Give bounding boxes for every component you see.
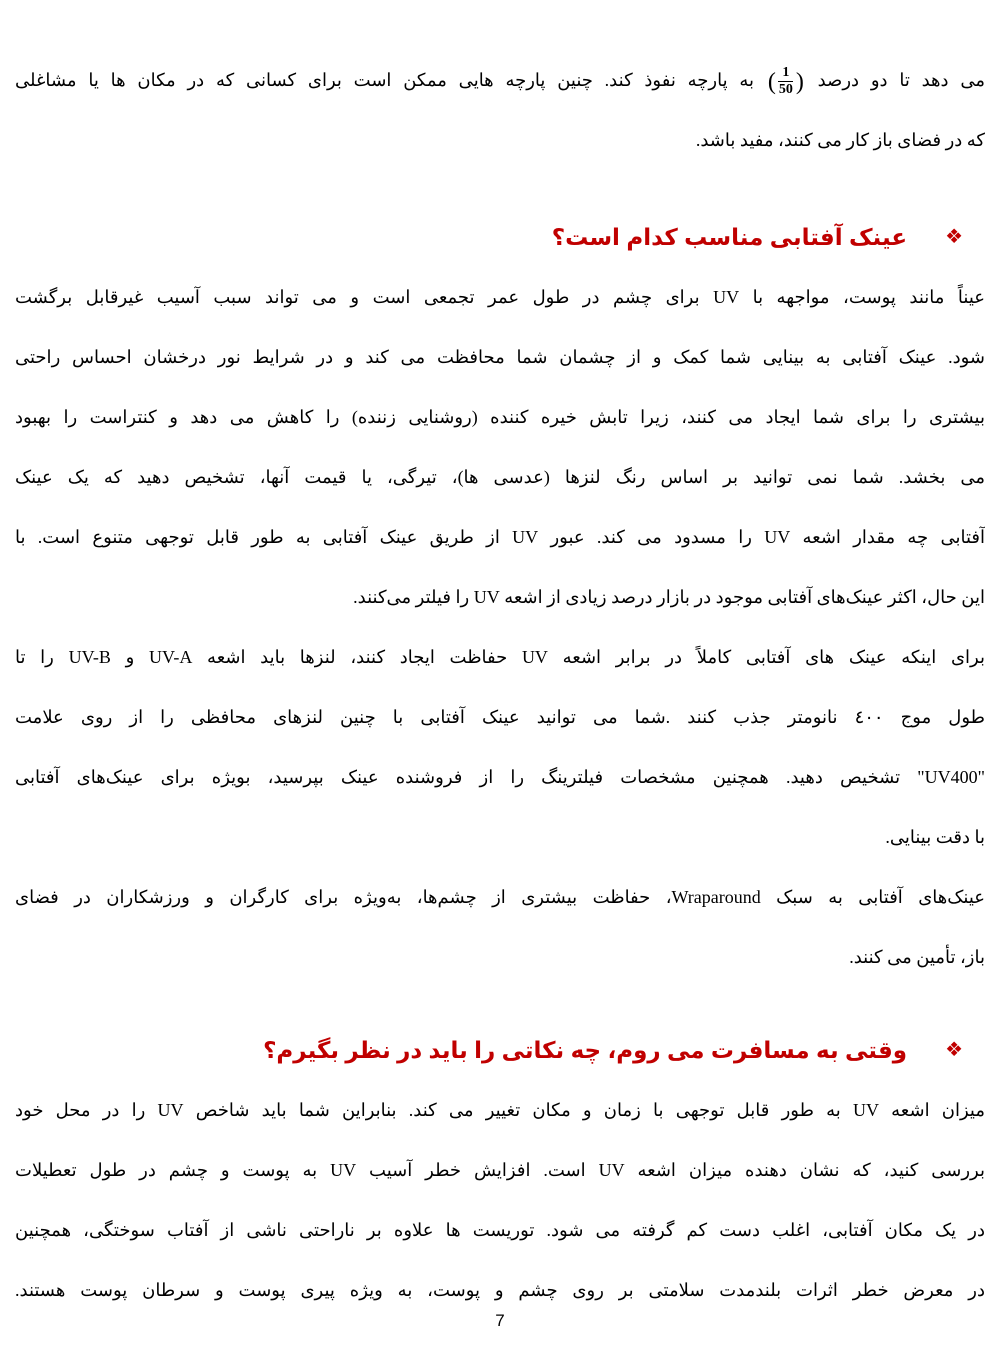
intro-line1-post: به پارچه نفوذ کند. چنین پارچه هایی ممکن است برای کسانی که در مکان ها یا مشاغلی bbox=[15, 70, 766, 90]
heading-text: وقتی به مسافرت می روم، چه نکاتی را باید در نظر بگیرم؟ bbox=[263, 1036, 908, 1063]
fraction-open-paren: ( bbox=[767, 68, 776, 95]
para1-line-2: شود. عینک آفتابی به بینایی شما کمک و از چشمان شما محافظت می کند و در شرایط نور درخشان احساس راحتی bbox=[15, 347, 985, 367]
para2-line-2: طول موج ٤٠٠ نانومتر جذب کنند .شما می توانید عینک آفتابی با چنین لنزهای محافظی را از روی علامت bbox=[15, 707, 985, 727]
para4-line-2: بررسی کنید، که نشان دهنده میزان اشعه UV است. افزایش خطر آسیب UV به پوست و چشم در طول تعطیلات bbox=[15, 1160, 985, 1180]
para1-line-3: بیشتری را برای شما ایجاد می کنند، زیرا تابش خیره کننده (روشنایی زننده) را کاهش می دهد و کنتراست را بهبود bbox=[15, 407, 985, 427]
fraction-one-fiftieth bbox=[768, 65, 804, 98]
para4-line-3: در یک مکان آفتابی، اغلب دست کم گرفته می شود. توریست ها علاوه بر ناراحتی ناشی از آفتاب سوختگی، همچنین bbox=[15, 1220, 985, 1240]
para2-line-3: "UV400" تشخیص دهید. همچنین مشخصات فیلترینگ را از فروشنده عینک بپرسید، بویژه برای عینک‌های آفتابی bbox=[15, 767, 985, 787]
para1-line-6: این حال، اکثر عینک‌های آفتابی موجود در بازار درصد زیادی از اشعه UV را فیلتر می‌کنند. bbox=[353, 587, 985, 607]
intro-line-1 bbox=[15, 50, 985, 110]
heading-text: عینک آفتابی مناسب کدام است؟ bbox=[551, 223, 908, 250]
para4-line-1: میزان اشعه UV به طور قابل توجهی با زمان و مکان تغییر می کند. بنابراین شما باید شاخص UV را در محل خود bbox=[15, 1100, 985, 1120]
fraction-numerator: 1 bbox=[778, 65, 793, 82]
diamond-bullet-icon: ❖ bbox=[945, 226, 963, 248]
para1-line-5: آفتابی چه مقدار اشعه UV را مسدود می کند. عبور UV از طریق عینک آفتابی به طور قابل توجهی متنوع است. با bbox=[15, 527, 985, 547]
para4-line-4: در معرض خطر اثرات بلندمدت سلامتی بر روی چشم و پوست، به ویژه پیری پوست و سرطان پوست هستند. bbox=[15, 1280, 985, 1300]
para2-line-4: با دقت بینایی. bbox=[885, 827, 985, 847]
para3-line-2: باز، تأمین می کنند. bbox=[849, 947, 985, 967]
document-body bbox=[15, 50, 985, 1320]
page-number: 7 bbox=[495, 1311, 505, 1330]
para2-line-1: برای اینکه عینک های آفتابی کاملاً در برابر اشعه UV حفاظت ایجاد کنند، لنزها باید اشعه UV-A و UV-B را تا bbox=[15, 647, 985, 667]
section-heading-travel bbox=[15, 1020, 985, 1080]
diamond-bullet-icon: ❖ bbox=[945, 1039, 963, 1061]
intro-line1-pre: می دهد تا دو درصد bbox=[805, 70, 985, 90]
section-heading-sunglasses bbox=[15, 207, 985, 267]
para1-line-4: می بخشد. شما نمی توانید بر اساس رنگ لنزها (عدسی ها)، تیرگی، یا قیمت آنها، تشخیص دهید که یک عینک bbox=[15, 467, 985, 487]
intro-line-2: که در فضای باز کار می کنند، مفید باشد. bbox=[695, 130, 985, 150]
fraction-stack bbox=[778, 65, 794, 98]
fraction-denominator: 50 bbox=[778, 82, 793, 98]
para3-line-1: عینک‌های آفتابی به سبک Wraparound، حفاظت بیشتری از چشم‌ها، به‌ویژه برای کارگران و ورزشکاران در فضای bbox=[15, 887, 985, 907]
para1-line-1: عیناً مانند پوست، مواجهه با UV برای چشم در طول عمر تجمعی است و می تواند سبب آسیب غیرقابل برگشت bbox=[15, 287, 985, 307]
fraction-close-paren: ) bbox=[795, 68, 804, 95]
